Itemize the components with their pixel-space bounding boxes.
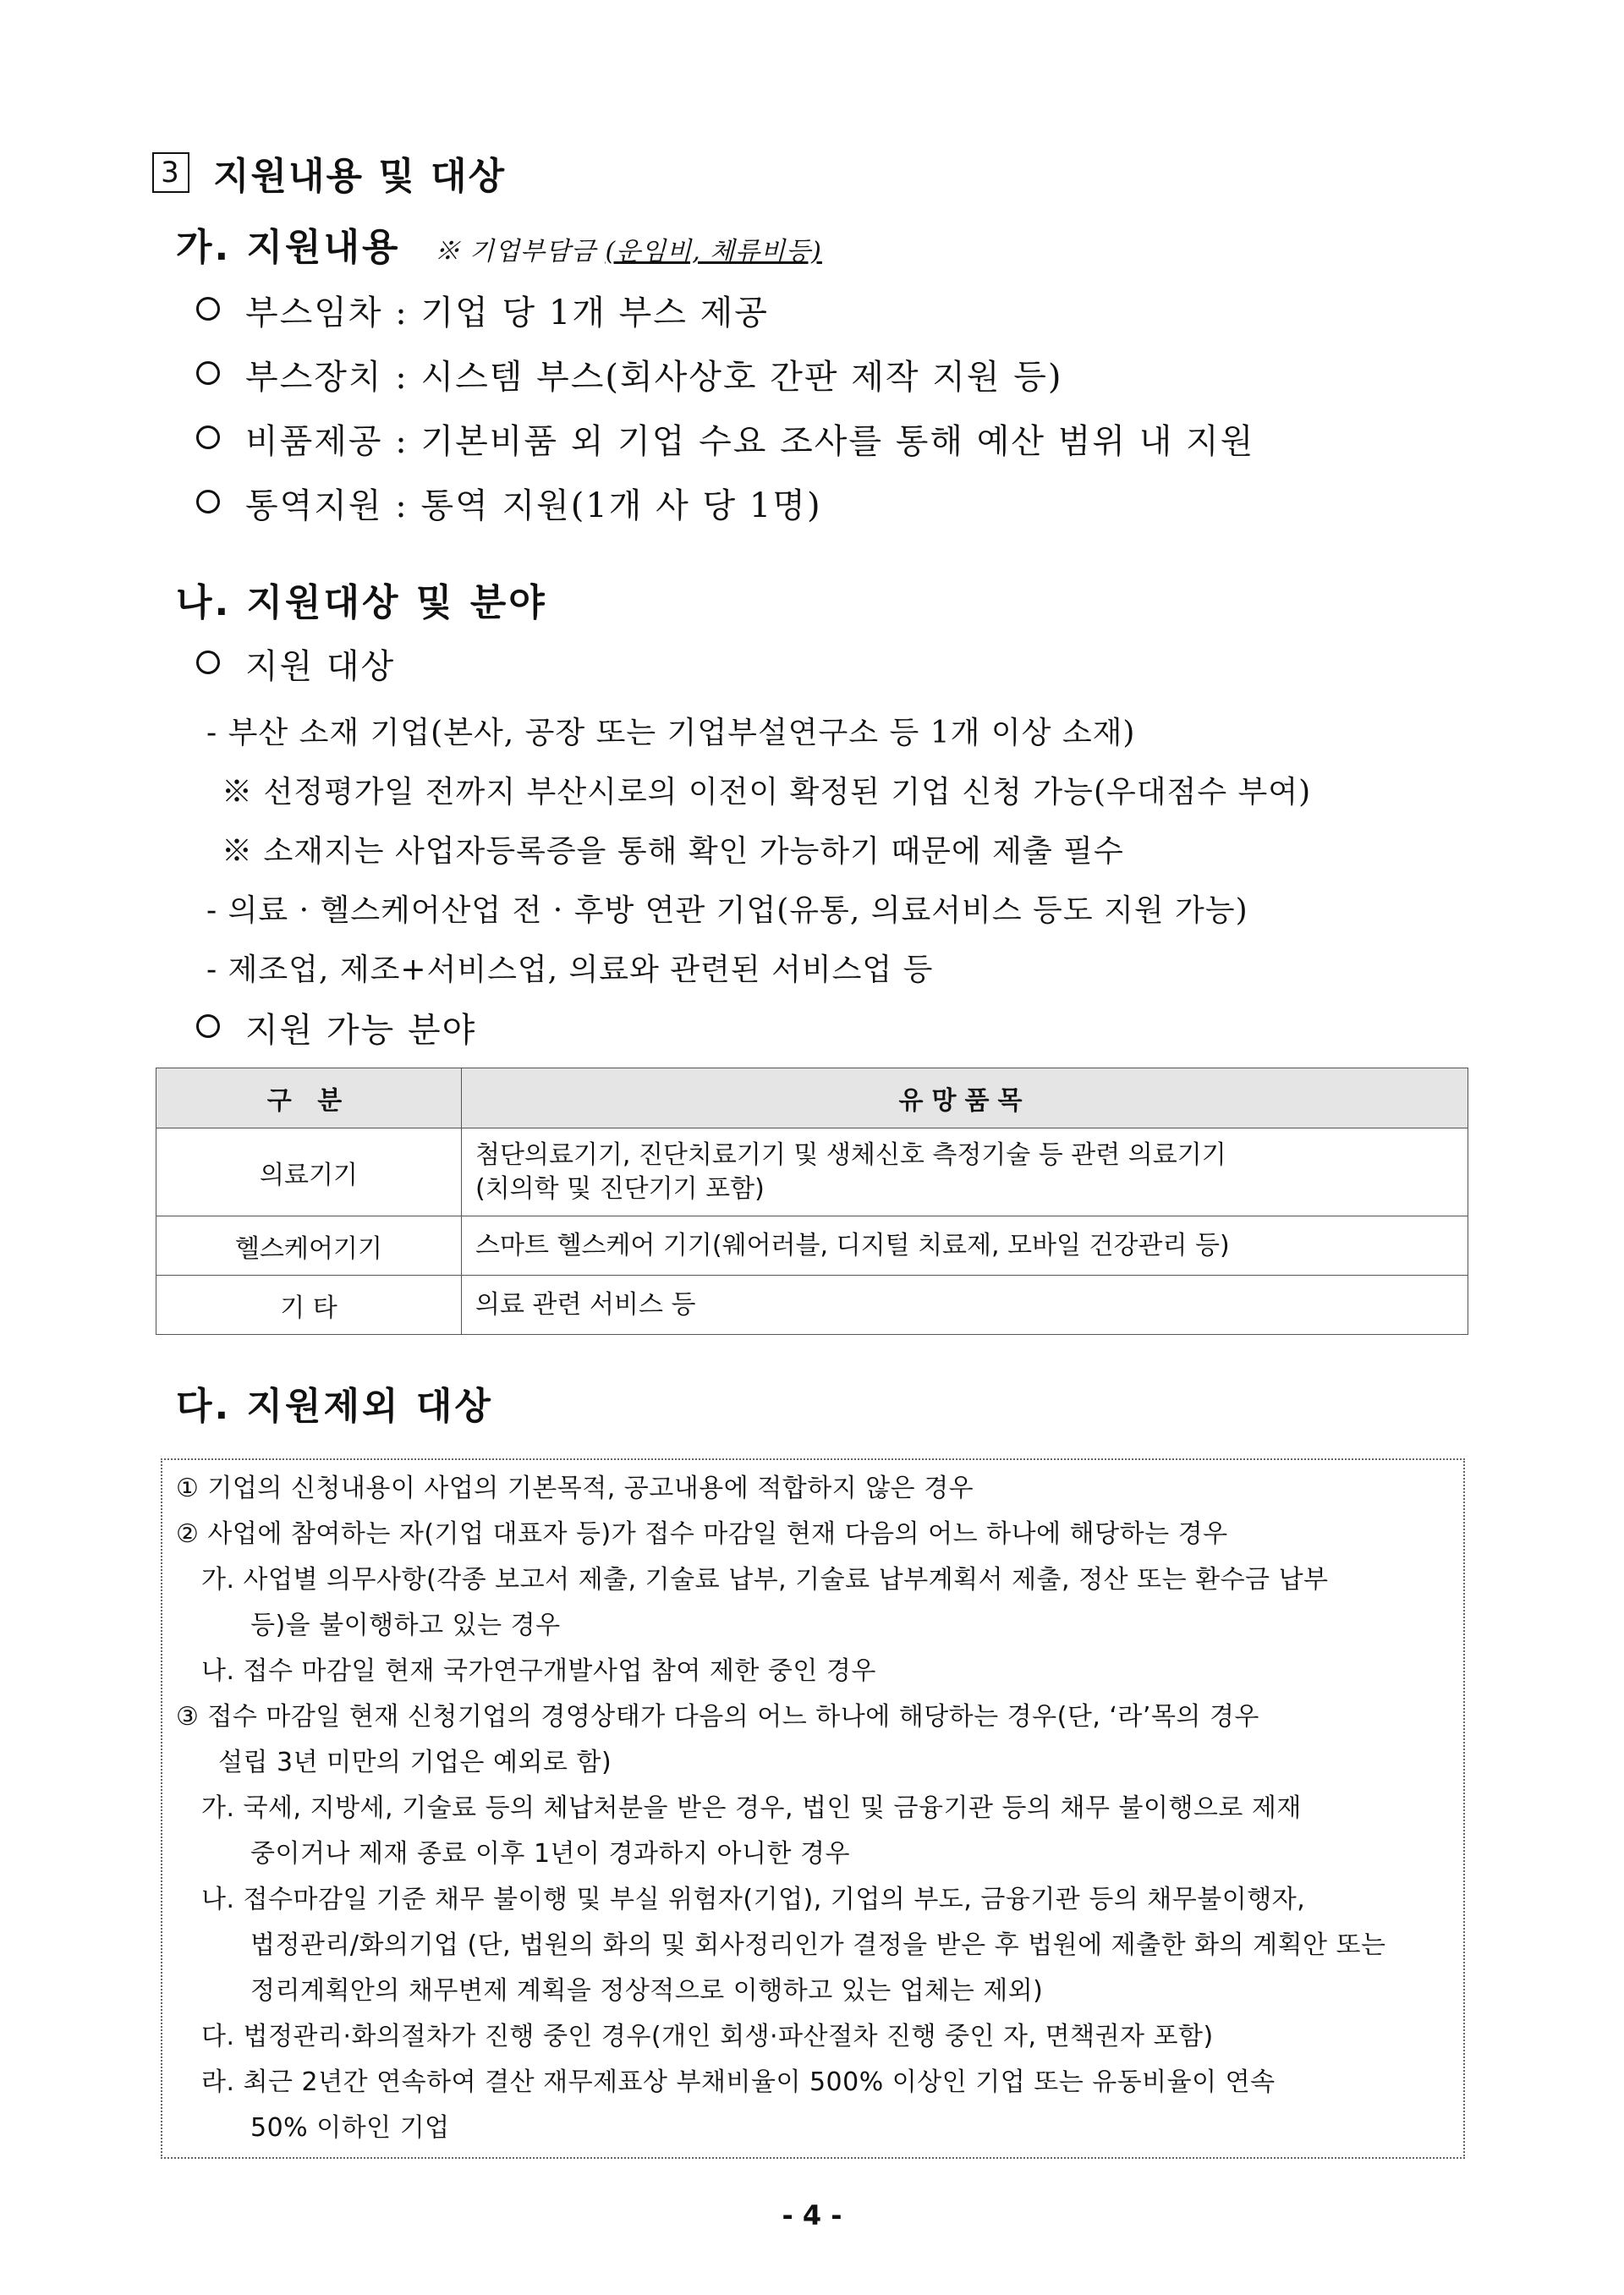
page-number: - 4 - (782, 2199, 842, 2232)
support-content-heading-text: 가. 지원내용 (176, 226, 401, 269)
bullet-equipment (196, 415, 1254, 463)
section-title-text: 지원내용 및 대상 (213, 155, 507, 198)
exclusion-box (161, 1458, 1465, 2159)
support-content-heading (176, 217, 822, 271)
circle-bullet-icon (196, 490, 220, 513)
target-heading: 나. 지원대상 및 분야 (176, 581, 547, 624)
exclusion-line: ① 기업의 신청내용이 사업의 기본목적, 공고내용에 적합하지 않은 경우 (176, 1474, 974, 1503)
bullet-text: 부스임차 : 기업 당 1개 부스 제공 (245, 294, 769, 332)
table-cell-category: 의료기기 (156, 1128, 462, 1216)
company-burden-note-prefix: ※ 기업부담금 (434, 237, 606, 266)
target-note-registration: ※ 소재지는 사업자등록증을 통해 확인 가능하기 때문에 제출 필수 (222, 834, 1124, 869)
table-header-row (156, 1068, 1468, 1128)
exclusion-line: ③ 접수 마감일 현재 신청기업의 경영상태가 다음의 어느 하나에 해당하는 경우(단, ‘라’목의 경우 (176, 1702, 1259, 1732)
table-cell-items: 스마트 헬스케어 기기(웨어러블, 디지털 치료제, 모바일 건강관리 등) (462, 1216, 1468, 1276)
bullet-text: 통역지원 : 통역 지원(1개 사 당 1명) (245, 486, 822, 525)
exclusion-line: ② 사업에 참여하는 자(기업 대표자 등)가 접수 마감일 현재 다음의 어느 하나에 해당하는 경우 (176, 1519, 1228, 1549)
bullet-text: 지원 대상 (245, 647, 396, 686)
company-burden-note-detail: (운임비, 체류비등) (605, 237, 822, 266)
bullet-text: 지원 가능 분야 (245, 1011, 477, 1050)
bullet-text: 비품제공 : 기본비품 외 기업 수요 조사를 통해 예산 범위 내 지원 (245, 422, 1255, 461)
column-header-items: 유망품목 (462, 1068, 1468, 1128)
table-cell-items: 의료 관련 서비스 등 (462, 1276, 1468, 1335)
exclusion-heading: 다. 지원제외 대상 (176, 1385, 493, 1428)
bullet-support-fields (196, 1003, 476, 1051)
exclusion-line: 가. 국세, 지방세, 기술료 등의 체납처분을 받은 경우, 법인 및 금융기관 등의 채무 불이행으로 제재 (201, 1793, 1302, 1823)
bullet-text: 부스장치 : 시스템 부스(회사상호 간판 제작 지원 등) (245, 358, 1063, 397)
target-line-manufacturing: - 제조업, 제조+서비스업, 의료와 관련된 서비스업 등 (206, 953, 934, 987)
exclusion-line: 법정관리/화의기업 (단, 법원의 화의 및 회사정리인가 결정을 받은 후 법원에 제출한 화의 계획안 또는 (250, 1930, 1386, 1960)
bullet-interpretation (196, 479, 822, 527)
target-line-healthcare: - 의료 · 헬스케어산업 전 · 후방 연관 기업(유통, 의료서비스 등도 지원 가능) (206, 893, 1248, 928)
table-row (156, 1128, 1468, 1216)
exclusion-line: 등)을 불이행하고 있는 경우 (250, 1611, 561, 1640)
section-title (152, 145, 506, 200)
exclusion-line: 중이거나 제재 종료 이후 1년이 경과하지 아니한 경우 (250, 1839, 850, 1869)
target-note-relocation: ※ 선정평가일 전까지 부산시로의 이전이 확정된 기업 신청 가능(우대점수 부여) (222, 775, 1312, 810)
exclusion-line: 가. 사업별 의무사항(각종 보고서 제출, 기술료 납부, 기술료 납부계획서 제출, 정산 또는 환수금 납부 (201, 1565, 1329, 1595)
exclusion-line: 나. 접수마감일 기준 채무 불이행 및 부실 위험자(기업), 기업의 부도, 금융기관 등의 채무불이행자, (201, 1885, 1306, 1914)
table-row (156, 1276, 1468, 1335)
section-number-box: 3 (152, 152, 189, 193)
table-cell-category: 기 타 (156, 1276, 462, 1335)
exclusion-line: 50% 이하인 기업 (250, 2113, 450, 2143)
circle-bullet-icon (196, 1014, 220, 1038)
exclusion-line: 다. 법정관리·화의절차가 진행 중인 경우(개인 회생·파산절차 진행 중인 자, 면책권자 포함) (201, 2022, 1214, 2051)
bullet-booth-setup (196, 350, 1063, 398)
bullet-booth-rental (196, 286, 769, 334)
circle-bullet-icon (196, 297, 220, 321)
table-row (156, 1216, 1468, 1276)
exclusion-line: 라. 최근 2년간 연속하여 결산 재무제표상 부채비율이 500% 이상인 기업 또는 유동비율이 연속 (201, 2067, 1276, 2097)
exclusion-line: 정리계획안의 채무변제 계획을 정상적으로 이행하고 있는 업체는 제외) (250, 1976, 1044, 2006)
circle-bullet-icon (196, 651, 220, 674)
target-line-busan: - 부산 소재 기업(본사, 공장 또는 기업부설연구소 등 1개 이상 소재) (206, 716, 1136, 750)
column-header-category: 구 분 (156, 1068, 462, 1128)
items-line: 첨단의료기기, 진단치료기기 및 생체신호 측정기술 등 관련 의료기기 (475, 1139, 1226, 1170)
table-cell-category: 헬스케어기기 (156, 1216, 462, 1276)
table-cell-items (462, 1128, 1468, 1216)
exclusion-line: 나. 접수 마감일 현재 국가연구개발사업 참여 제한 중인 경우 (201, 1656, 876, 1686)
circle-bullet-icon (196, 426, 220, 449)
exclusion-line: 설립 3년 미만의 기업은 예외로 함) (218, 1748, 612, 1777)
circle-bullet-icon (196, 361, 220, 385)
items-line: (치의학 및 진단기기 포함) (475, 1173, 765, 1204)
bullet-support-target (196, 640, 395, 688)
company-burden-note (435, 237, 822, 266)
support-fields-table (156, 1068, 1468, 1335)
